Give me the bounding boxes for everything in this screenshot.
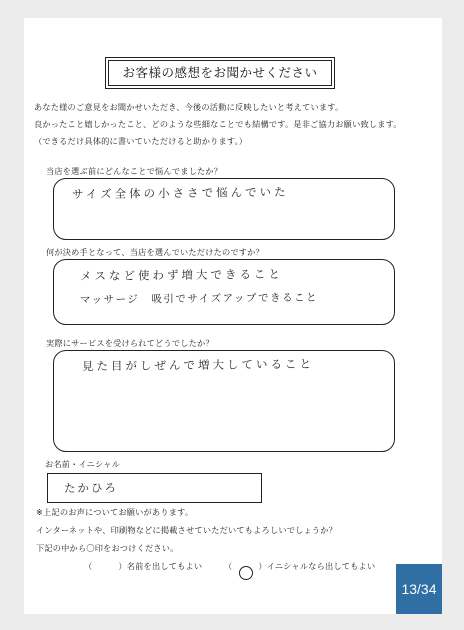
answer-2-line-1: メスなど使わず増大できること xyxy=(79,266,284,284)
option-full-name-label: 名前を出してもよい xyxy=(126,561,203,571)
note-line-2: インターネットや、印刷物などに掲載させていただいてもよろしいでしょうか？ xyxy=(36,525,338,535)
answer-1-line-1: サイズ全体の小ささで悩んでいた xyxy=(71,184,289,202)
name-box xyxy=(47,473,262,503)
answer-box-2 xyxy=(53,259,395,325)
intro-line-2: 良かったこと嬉しかったこと、どのような些細なことでも結構です。是非ご協力お願い致します。 xyxy=(34,119,402,129)
option-full-name: （ ）名前を出してもよい xyxy=(84,561,203,571)
option-initials-label: イニシャルなら出してもよい xyxy=(266,561,376,571)
option-initials: （ ）イニシャルなら出してもよい xyxy=(224,561,375,572)
question-2-label: 何が決め手となって、当店を選んでいただけたのですか？ xyxy=(46,247,264,257)
question-3-label: 実際にサービスを受けられてどうでしたか？ xyxy=(46,338,214,348)
name-label: お名前・イニシャル xyxy=(45,459,120,469)
intro-line-3: （できるだけ具体的に書いていただけると助かります。） xyxy=(34,136,248,146)
note-line-3: 下記の中から〇印をおつけください。 xyxy=(36,543,179,553)
survey-title: お客様の感想をお聞かせください xyxy=(108,60,332,86)
question-1-label: 当店を選ぶ前にどんなことで悩んでましたか？ xyxy=(46,166,223,176)
answer-box-3 xyxy=(53,350,395,452)
answer-3-line-1: 見た目がしぜんで増大していること xyxy=(81,356,315,374)
name-value: たかひろ xyxy=(63,480,119,496)
intro-line-1: あなた様のご意見をお聞かせいただき、今後の活動に反映したいと考えています。 xyxy=(34,102,344,112)
answer-box-1 xyxy=(53,178,395,240)
note-line-1: ※上記のお声についてお願いがあります。 xyxy=(36,507,194,517)
answer-2-line-2: マッサージ 吸引でサイズアップできること xyxy=(79,291,319,307)
page-indicator: 13/34 xyxy=(396,564,442,614)
